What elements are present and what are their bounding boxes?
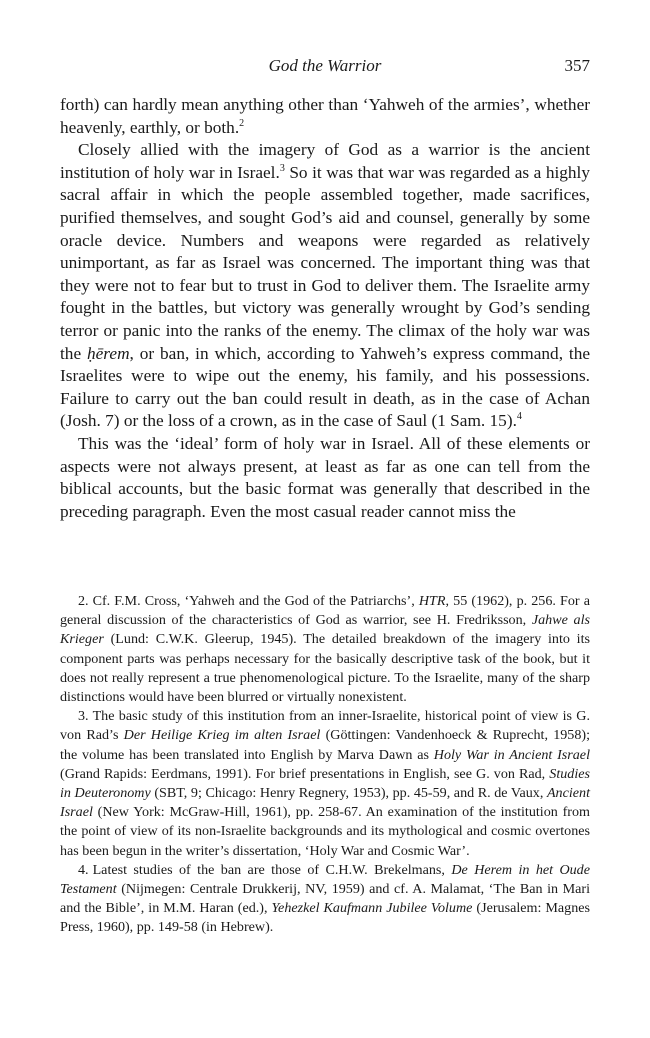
footnote-3-text-i: (New York: McGraw-Hill, 1961), pp. 258-67. An examination of the institution from the point of view of its non-Israelite backgrounds and its mythological and cosmic overtones has been begun in the writer’s dissertation, ‘Holy War and Cosmic War’.	[60, 804, 590, 859]
paragraph-2-text-a: Closely allied with the imagery of God as a warrior is the ancient institution of holy war in Israel.	[60, 140, 590, 182]
footnote-ref-4: 4	[516, 411, 522, 423]
footnote-2-book-title: Jahwe als Krieger	[60, 612, 590, 648]
paragraph-2-text-c: , or ban, in which, according to Yahweh’s express command, the Israelites were to wipe out the enemy, his family, and his possessions. Failure to carry out the ban could result in death, as in the case of Achan (Josh. 7) or the loss of a crown, as in the case of Saul (1 Sam. 15).	[60, 343, 590, 431]
footnote-ref-2: 2	[239, 117, 245, 129]
footnotes	[60, 592, 590, 938]
footnote-4-text-a: Latest studies of the ban are those of C.H.W. Brekelmans,	[92, 861, 452, 878]
footnote-2-number: 2.	[78, 593, 89, 609]
footnote-4-text-c: (Nijmegen: Centrale Drukkerij, NV, 1959) and cf. A. Malamat, ‘The Ban in Mari and the Bible’, in M.M. Haran (ed.),	[60, 881, 590, 917]
paragraph-2	[60, 139, 590, 433]
footnote-4-number: 4.	[78, 861, 89, 878]
footnote-4	[60, 861, 590, 938]
footnote-3-title-1: Der Heilige Krieg im alten Israel	[123, 727, 321, 744]
paragraph-2-text-b: So it was that war was regarded as a highly sacral affair in which the people assembled together, made sacrifices, purified themselves, and sought God’s aid and counsel, generally by some oracle device. Numbers and weapons were regarded as relatively unimportant, as far as Israel was concerned. The important thing was that they were not to fear but to trust in God to deliver them. The Israelite army fought in the battles, but victory was generally wrought by God’s sending terror or panic into the ranks of the enemy. The climax of the holy war was the	[60, 162, 590, 363]
footnote-3-title-3: Studies in Deuteronomy	[60, 765, 590, 802]
paragraph-1	[60, 94, 590, 139]
footnote-3-text-g: (SBT, 9; Chicago: Henry Regnery, 1953), pp. 45-59, and R. de Vaux,	[150, 785, 547, 802]
footnote-3-text-a: The basic study of this institution from an inner-Israelite, historical point of view is G. von Rad’s	[60, 708, 590, 744]
footnote-2-journal: HTR	[418, 593, 446, 609]
paragraph-1-text: forth) can hardly mean anything other than ‘Yahweh of the armies’, whether heavenly, earthly, or both.	[60, 95, 590, 137]
footnote-4-text-e: (Jerusalem: Magnes Press, 1960), pp. 149-58 (in Hebrew).	[60, 900, 590, 936]
running-title: God the Warrior	[268, 56, 382, 75]
main-text	[60, 94, 590, 523]
footnote-4-title-2: Yehezkel Kaufmann Jubilee Volume	[271, 900, 473, 917]
footnote-3-title-4: Ancient Israel	[60, 785, 590, 821]
footnote-ref-3: 3	[279, 163, 285, 175]
footnote-4-title-1: De Herem in het Oude Testament	[60, 861, 590, 898]
paragraph-3: This was the ‘ideal’ form of holy war in Israel. All of these elements or aspects were not always present, at least as far as one can tell from the biblical accounts, but the basic format was generally that described in the preceding paragraph. Even the most casual reader cannot miss the	[60, 433, 590, 521]
footnote-3-text-e: (Grand Rapids: Eerdmans, 1991). For brief presentations in English, see G. von Rad,	[60, 765, 550, 782]
footnote-2-text-a: Cf. F.M. Cross, ‘Yahweh and the God of the Patriarchs’,	[92, 593, 419, 609]
footnote-3	[60, 707, 590, 861]
herem-term: ḥērem	[87, 343, 130, 363]
footnote-2-text-e: (Lund: C.W.K. Gleerup, 1945). The detailed breakdown of the imagery into its component parts was perhaps necessary for the basically descriptive task of the book, but it does not really represent a true phenomenological picture. To the Israelite, many of the sharp distinctions would have been blurred or virtually nonexistent.	[60, 631, 590, 706]
footnote-2	[60, 592, 590, 707]
footnote-3-number: 3.	[78, 708, 89, 725]
page-number: 357	[564, 56, 590, 75]
footnote-3-text-c: (Göttingen: Vandenhoeck & Ruprecht, 1958); the volume has been translated into English by Marva Dawn as	[60, 727, 591, 763]
footnote-2-text-c: , 55 (1962), p. 256. For a general discussion of the characteristics of God as warrior, see H. Fredriksson,	[60, 593, 590, 629]
footnote-3-title-2: Holy War in Ancient Israel	[433, 746, 590, 763]
running-head	[60, 56, 590, 78]
